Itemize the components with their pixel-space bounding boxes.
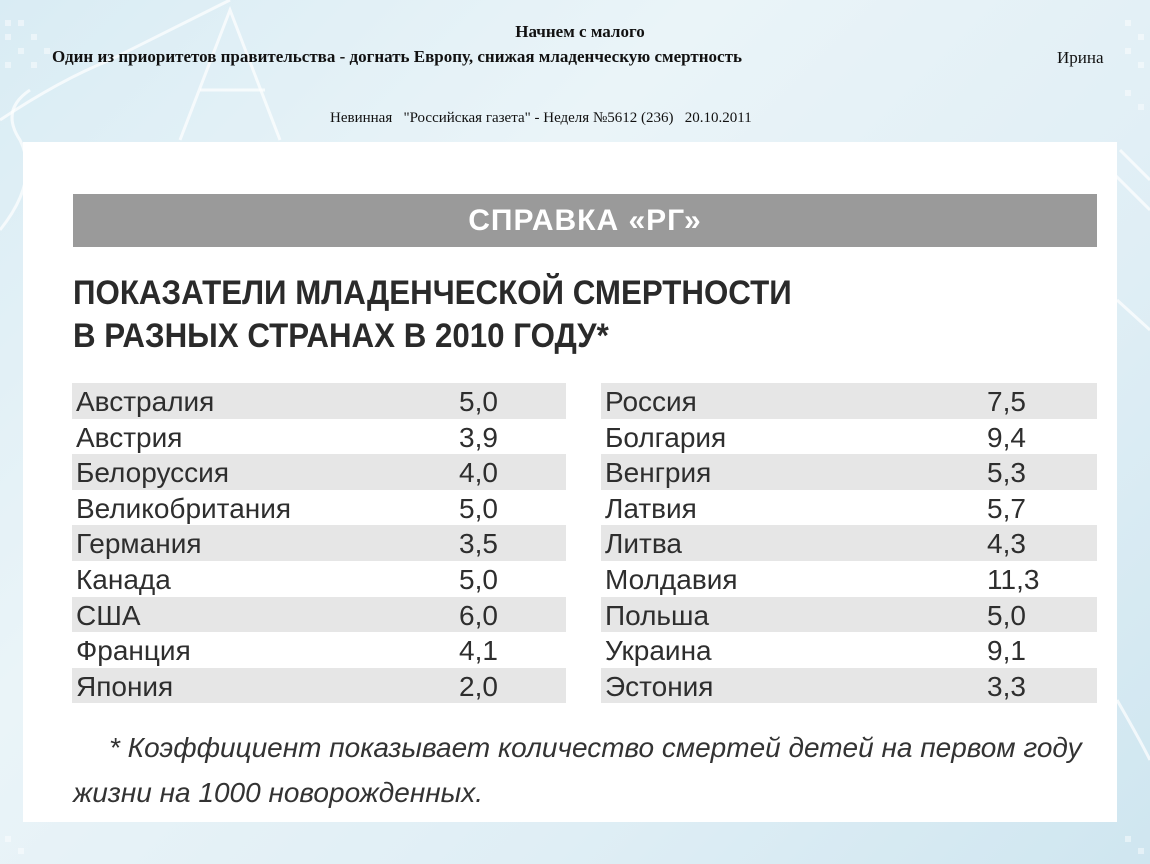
mortality-value: 11,3 [987, 563, 1040, 595]
heading-line-2: В РАЗНЫХ СТРАНАХ В 2010 ГОДУ* [73, 317, 609, 355]
mortality-value: 5,0 [459, 386, 498, 417]
table-row [72, 668, 566, 704]
mortality-value: 4,3 [987, 528, 1026, 560]
table-row [601, 454, 1097, 490]
mortality-value: 9,1 [987, 635, 1026, 667]
country-name: Латвия [605, 492, 697, 524]
page-title: Начнем с малого [515, 22, 645, 41]
author-name: Ирина [1057, 48, 1104, 67]
table-row [601, 668, 1097, 704]
mortality-value: 7,5 [987, 386, 1026, 417]
country-name: Молдавия [605, 563, 738, 595]
country-name: Болгария [605, 421, 727, 453]
country-name: Австралия [76, 386, 215, 417]
left-column-table [72, 383, 566, 703]
footnote: * Коэффициент показывает количество смертей детей на первом году жизни на 1000 новорожденных. [73, 732, 1082, 808]
table-row [601, 490, 1097, 526]
mortality-value: 5,0 [987, 599, 1026, 631]
table-row [72, 383, 566, 419]
table-heading [73, 272, 901, 358]
table-row [72, 525, 566, 561]
mortality-value: 4,0 [459, 457, 498, 489]
table-row [601, 561, 1097, 597]
country-name: Украина [605, 635, 712, 667]
country-name: Белоруссия [76, 457, 229, 489]
mortality-value: 5,0 [459, 492, 498, 524]
country-name: Канада [76, 563, 171, 595]
right-column-table [601, 383, 1097, 703]
reference-banner: СПРАВКА «РГ» [73, 194, 1097, 247]
mortality-value: 5,7 [987, 492, 1026, 524]
country-name: Великобритания [76, 492, 292, 524]
country-name: Польша [605, 599, 710, 631]
mortality-value: 6,0 [459, 599, 498, 631]
mortality-value: 2,0 [459, 670, 498, 702]
table-row [72, 561, 566, 597]
page-subtitle: Один из приоритетов правительства - догнать Европу, снижая младенческую смертность [52, 47, 742, 66]
country-name: Россия [605, 386, 697, 417]
mortality-value: 3,3 [987, 670, 1026, 702]
country-name: США [76, 599, 141, 631]
table-row [72, 632, 566, 668]
table-row [72, 419, 566, 455]
country-name: Франция [76, 635, 191, 667]
mortality-value: 5,3 [987, 457, 1026, 489]
mortality-value: 3,5 [459, 528, 498, 560]
table-row [72, 490, 566, 526]
table-row [601, 525, 1097, 561]
country-name: Литва [605, 528, 682, 560]
newspaper-clipping [23, 142, 1117, 822]
table-row [72, 597, 566, 633]
table-row [601, 383, 1097, 419]
table-row [601, 419, 1097, 455]
country-name: Венгрия [605, 457, 712, 489]
country-name: Япония [76, 670, 174, 702]
mortality-value: 9,4 [987, 421, 1026, 453]
mortality-value: 5,0 [459, 563, 498, 595]
country-name: Эстония [605, 670, 714, 702]
mortality-value: 4,1 [459, 635, 498, 667]
heading-line-1: ПОКАЗАТЕЛИ МЛАДЕНЧЕСКОЙ СМЕРТНОСТИ [73, 274, 792, 312]
country-name: Австрия [76, 421, 183, 453]
table-row [601, 632, 1097, 668]
table-row [601, 597, 1097, 633]
source-line: Невинная "Российская газета" - Неделя №5612 (236) 20.10.2011 [330, 110, 752, 126]
country-name: Германия [76, 528, 202, 560]
mortality-value: 3,9 [459, 421, 498, 453]
table-row [72, 454, 566, 490]
